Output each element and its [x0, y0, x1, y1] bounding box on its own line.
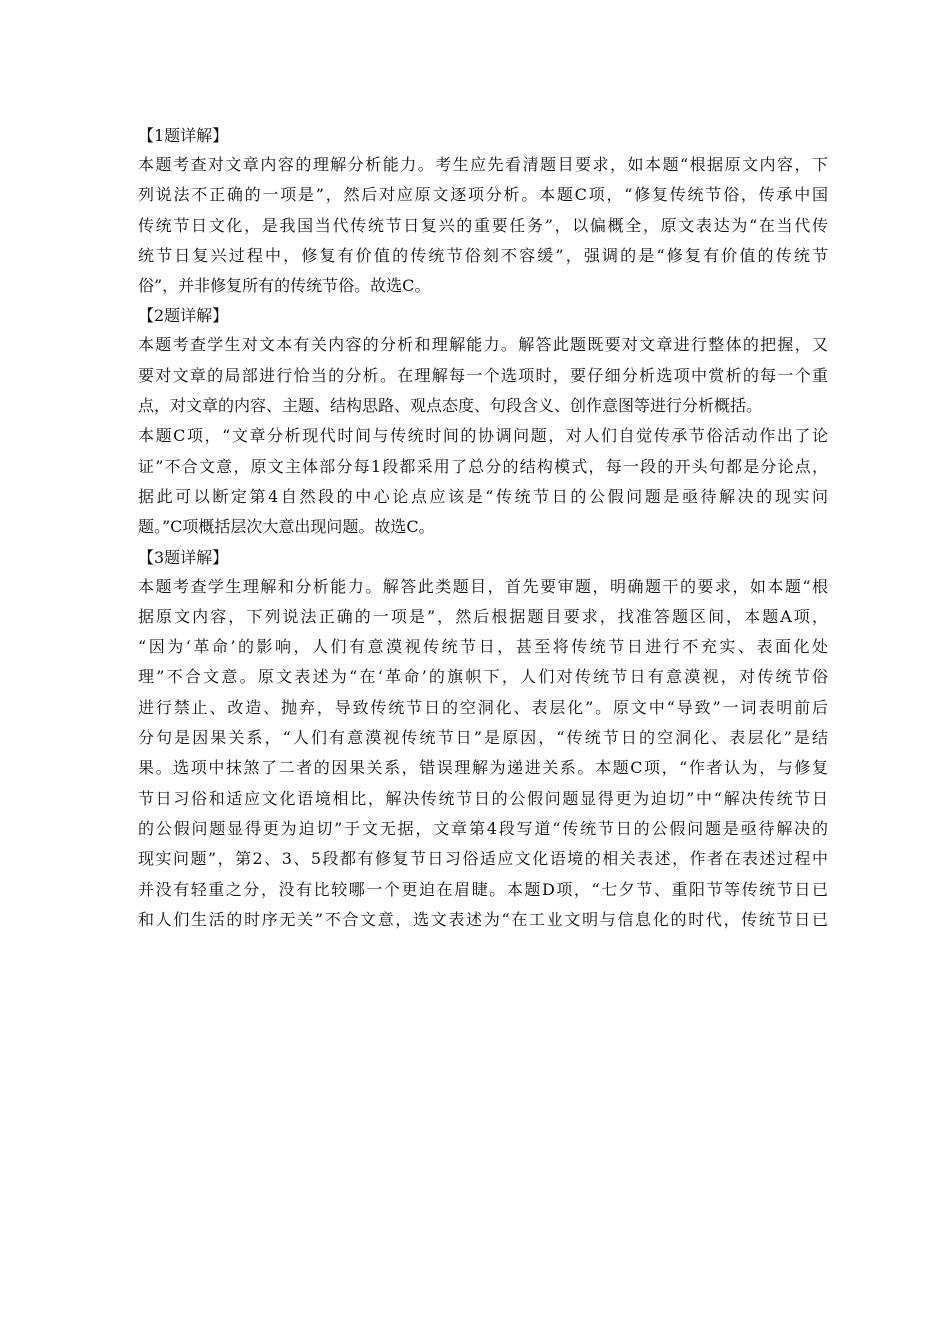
paragraph-line: 的公假问题显得更为迫切”于文无据，文章第4段写道“传统节日的公假问题是亟待解决的 [138, 818, 828, 838]
answer-section-1 [138, 123, 828, 299]
paragraph-line: 和人们生活的时序无关”不合文意，选文表述为“在工业文明与信息化的时代，传统节日已 [138, 909, 828, 929]
section-heading: 【3题详解】 [138, 547, 229, 567]
paragraph-line: 理”不合文意。原文表述为“在‘革命’的旗帜下，人们对传统节日有意漠视，对传统节俗 [138, 667, 828, 687]
paragraph-line: 点，对文章的内容、主题、结构思路、观点态度、句段含义、创作意图等进行分析概括。 [138, 396, 763, 416]
paragraph-line: “因为‘革命’的影响，人们有意漠视传统节日，甚至将传统节日进行不充实、表面化处 [138, 637, 828, 657]
section-heading: 【1题详解】 [138, 126, 229, 145]
answer-section-3 [138, 545, 828, 933]
paragraph-line: 现实问题”，第2、3、5段都有修复节日习俗适应文化语境的相关表述，作者在表述过程中 [138, 849, 828, 869]
paragraph-line: 据此可以断定第4自然段的中心论点应该是“传统节日的公假问题是亟待解决的现实问 [138, 486, 828, 506]
paragraph-line: 据原文内容，下列说法正确的一项是”，然后根据题目要求，找准答题区间，本题A项， [138, 606, 828, 626]
paragraph-line: 统节日复兴过程中，修复有价值的传统节俗刻不容缓”，强调的是“修复有价值的传统节 [138, 245, 828, 265]
answer-section-2 [138, 303, 828, 540]
paragraph-line: 传统节日文化，是我国当代传统节日复兴的重要任务”，以偏概全，原文表达为“在当代传 [138, 215, 828, 235]
paragraph-line: 证”不合文意，原文主体部分每1段都采用了总分的结构模式，每一段的开头句都是分论点， [138, 456, 828, 476]
paragraph-line: 并没有轻重之分，没有比较哪一个更迫在眉睫。本题D项，“七夕节、重阳节等传统节日已 [138, 879, 828, 899]
paragraph-line: 本题考查学生理解和分析能力。解答此类题目，首先要审题，明确题干的要求，如本题“根 [138, 576, 828, 596]
paragraph-line: 果。选项中抹煞了二者的因果关系，错误理解为递进关系。本题C项，“作者认为，与修复 [138, 758, 828, 778]
paragraph-line: 要对文章的局部进行恰当的分析。在理解每一个选项时，要仔细分析选项中赏析的每一个重 [138, 365, 828, 385]
paragraph-line: 本题考查对文章内容的理解分析能力。考生应先看清题目要求，如本题“根据原文内容，下 [138, 155, 828, 174]
paragraph-line: 列说法不正确的一项是”，然后对应原文逐项分析。本题C项，“修复传统节俗，传承中国 [138, 185, 828, 205]
paragraph-line: 分句是因果关系，“人们有意漠视传统节日”是原因，“传统节日的空洞化、表层化”是结 [138, 728, 828, 748]
paragraph-line: 题。”C项概括层次大意出现问题。故选C。 [138, 517, 435, 537]
section-heading: 【2题详解】 [138, 306, 229, 326]
document-page [138, 123, 828, 937]
paragraph-line: 本题考查学生对文本有关内容的分析和理解能力。解答此题既要对文章进行整体的把握，又 [138, 335, 828, 355]
paragraph-line: 进行禁止、改造、抛弃，导致传统节日的空洞化、表层化”。原文中“导致”一词表明前后 [138, 697, 828, 717]
paragraph-line: 节日习俗和适应文化语境相比，解决传统节日的公假问题显得更为迫切”中“解决传统节日 [138, 788, 828, 808]
paragraph-line: 本题C项，“文章分析现代时间与传统时间的协调问题，对人们自觉传承节俗活动作出了论 [138, 426, 828, 446]
paragraph-line: 俗”，并非修复所有的传统节俗。故选C。 [138, 276, 431, 296]
